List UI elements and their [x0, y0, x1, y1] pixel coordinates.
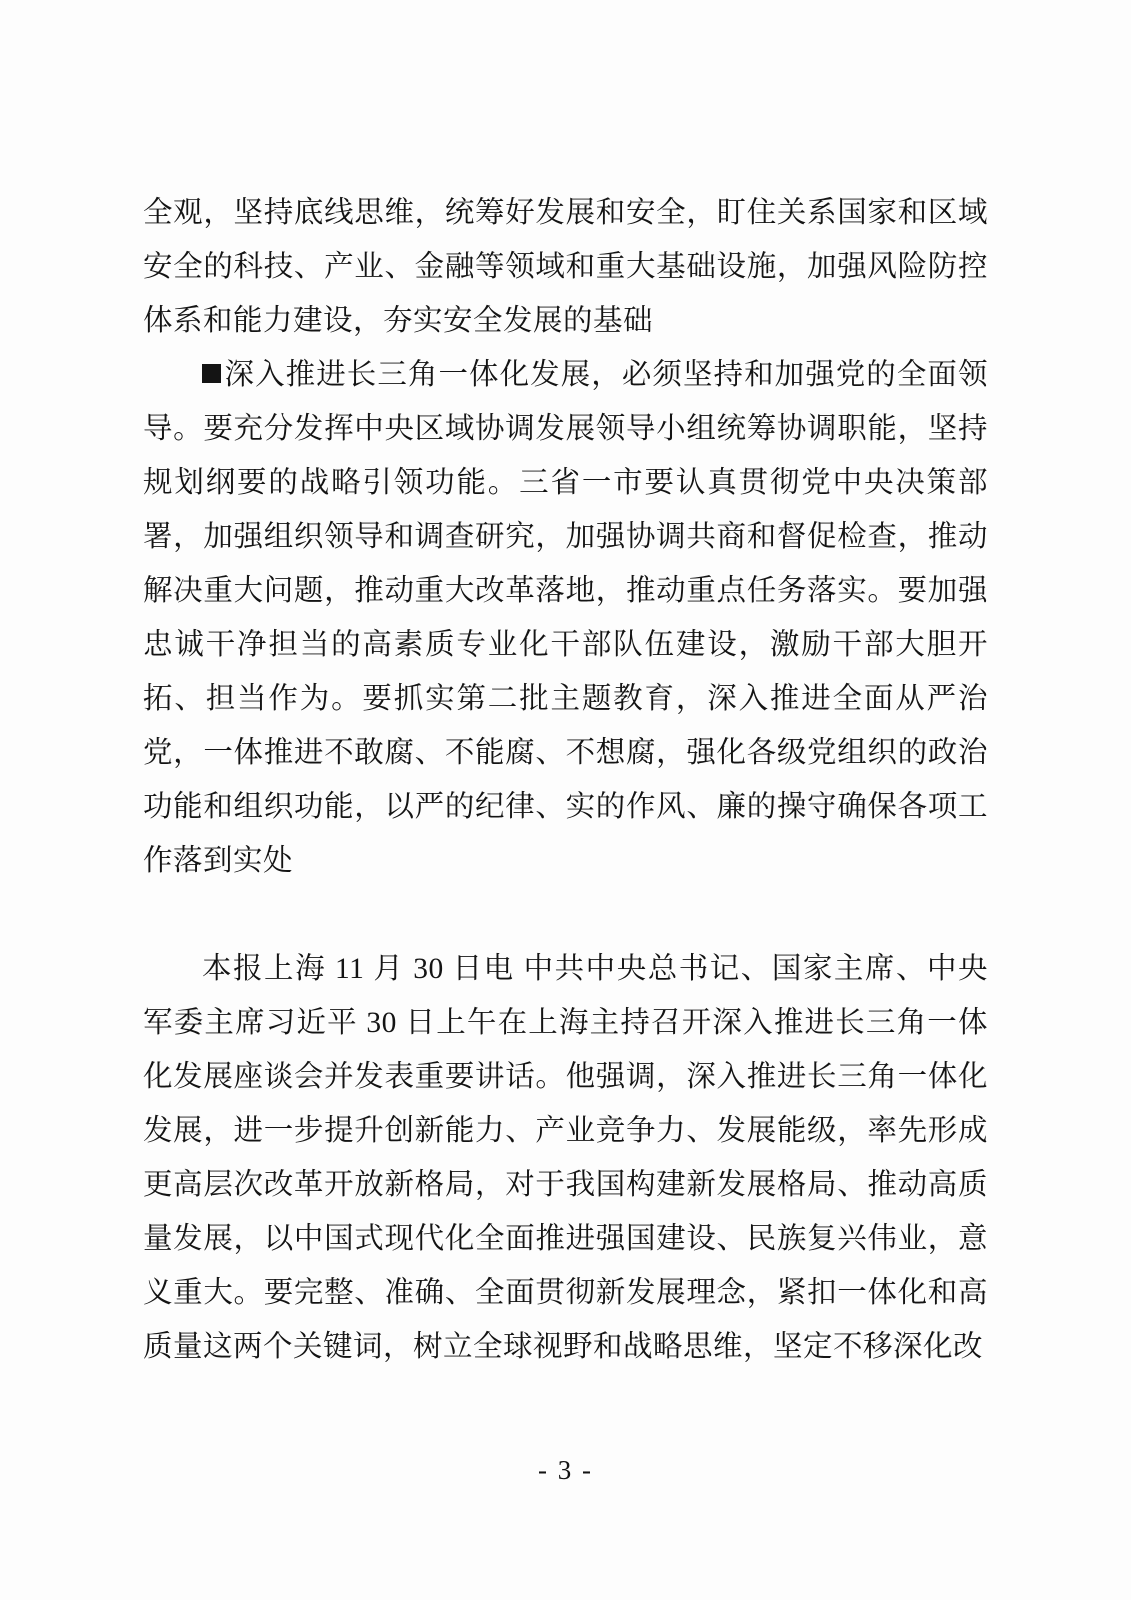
square-bullet-icon — [202, 364, 221, 383]
paragraph-party-leadership — [143, 348, 988, 888]
page-number: - 3 - — [538, 1455, 593, 1485]
paragraph-party-leadership-text: 深入推进长三角一体化发展，必须坚持和加强党的全面领导。要充分发挥中央区域协调发展领导小组统筹协调职能，坚持规划纲要的战略引领功能。三省一市要认真贯彻党中央决策部署，加强组织领导和调查研究，加强协调共商和督促检查，推动解决重大问题，推动重大改革落地，推动重点任务落实。要加强忠诚干净担当的高素质专业化干部队伍建设，激励干部大胆开拓、担当作为。要抓实第二批主题教育，深入推进全面从严治党，一体推进不敢腐、不能腐、不想腐，强化各级党组织的政治功能和组织功能，以严的纪律、实的作风、廉的操守确保各项工作落到实处 — [143, 359, 988, 877]
section-spacer — [143, 888, 988, 942]
paragraph-news-dispatch: 本报上海 11 月 30 日电 中共中央总书记、国家主席、中央军委主席习近平 30 日上午在上海主持召开深入推进长三角一体化发展座谈会并发表重要讲话。他强调，深入推进长三角一体化发展，进一步提升创新能力、产业竞争力、发展能级，率先形成更高层次改革开放新格局，对于我国构建新发展格局、推动高质量发展，以中国式现代化全面推进强国建设、民族复兴伟业，意义重大。要完整、准确、全面贯彻新发展理念，紧扣一体化和高质量这两个关键词，树立全球视野和战略思维，坚定不移深化改 — [143, 953, 988, 1363]
paragraph-continuation: 全观，坚持底线思维，统筹好发展和安全，盯住关系国家和区域安全的科技、产业、金融等领域和重大基础设施，加强风险防控体系和能力建设，夯实安全发展的基础 — [143, 197, 988, 337]
document-body — [143, 186, 988, 1374]
